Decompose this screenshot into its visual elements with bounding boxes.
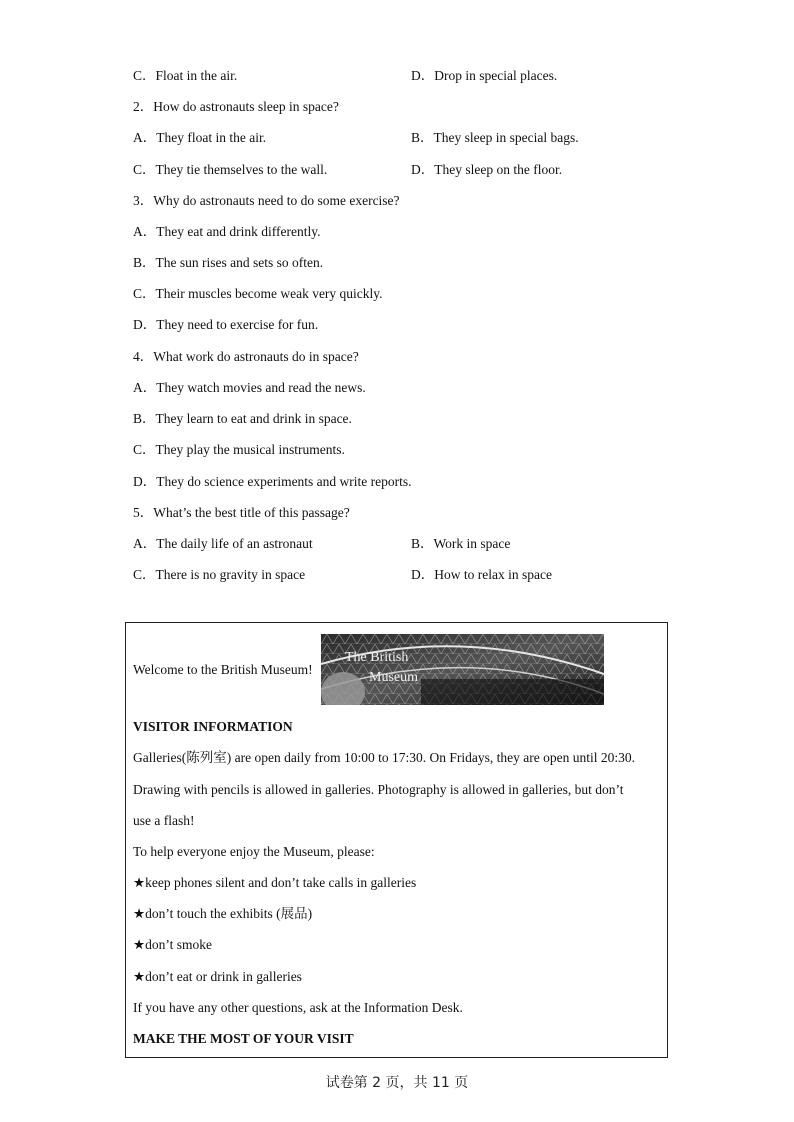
photo-caption-line2: Museum [369,670,418,685]
q4-option-d: D．They do science experiments and write reports. [133,474,412,489]
q3-option-d: D．They need to exercise for fun. [133,317,319,332]
british-museum-photo [321,634,604,705]
q2-stem: 2．How do astronauts sleep in space? [133,99,339,114]
q5-option-a: A．The daily life of an astronaut [133,536,313,551]
welcome-text: Welcome to the British Museum! [133,662,313,677]
rule-eating: ★don’t eat or drink in galleries [133,969,302,984]
q4-option-c: C．They play the musical instruments. [133,442,345,457]
info-desk-text: If you have any other questions, ask at the Information Desk. [133,1000,463,1015]
q4-option-a: A．They watch movies and read the news. [133,380,366,395]
q3-option-c: C．Their muscles become weak very quickly. [133,286,383,301]
help-intro-text: To help everyone enjoy the Museum, please: [133,844,375,859]
q3-option-b: B．The sun rises and sets so often. [133,255,324,270]
q3-stem: 3．Why do astronauts need to do some exercise? [133,193,400,208]
q5-option-d: D．How to relax in space [411,567,552,582]
q3-option-a: A．They eat and drink differently. [133,224,321,239]
photo-caption-line1: The British [345,650,409,665]
rule-smoking: ★don’t smoke [133,937,212,952]
q4-stem: 4．What work do astronauts do in space? [133,349,359,364]
drawing-rules-line1: Drawing with pencils is allowed in galleries. Photography is allowed in galleries, but don’t [133,782,624,797]
q1-option-c: C．Float in the air. [133,68,238,83]
make-most-heading: MAKE THE MOST OF YOUR VISIT [133,1031,354,1046]
rule-exhibits: ★don’t touch the exhibits (展品) [133,906,313,921]
q4-option-b: B．They learn to eat and drink in space. [133,411,352,426]
q2-option-c: C．They tie themselves to the wall. [133,162,328,177]
q2-option-b: B．They sleep in special bags. [411,130,579,145]
q5-option-c: C．There is no gravity in space [133,567,306,582]
q5-option-b: B．Work in space [411,536,511,551]
q1-option-d: D．Drop in special places. [411,68,558,83]
q2-option-d: D．They sleep on the floor. [411,162,563,177]
q2-option-a: A．They float in the air. [133,130,267,145]
q5-stem: 5．What’s the best title of this passage? [133,505,350,520]
gallery-hours-text: Galleries(陈列室) are open daily from 10:00 to 17:30. On Fridays, they are open until 20:30. [133,750,636,765]
drawing-rules-line2: use a flash! [133,813,195,828]
rule-phones: ★keep phones silent and don’t take calls in galleries [133,875,417,890]
page-number-footer: 试卷第 2 页，共 11 页 [325,1075,469,1091]
visitor-info-heading: VISITOR INFORMATION [133,719,293,734]
